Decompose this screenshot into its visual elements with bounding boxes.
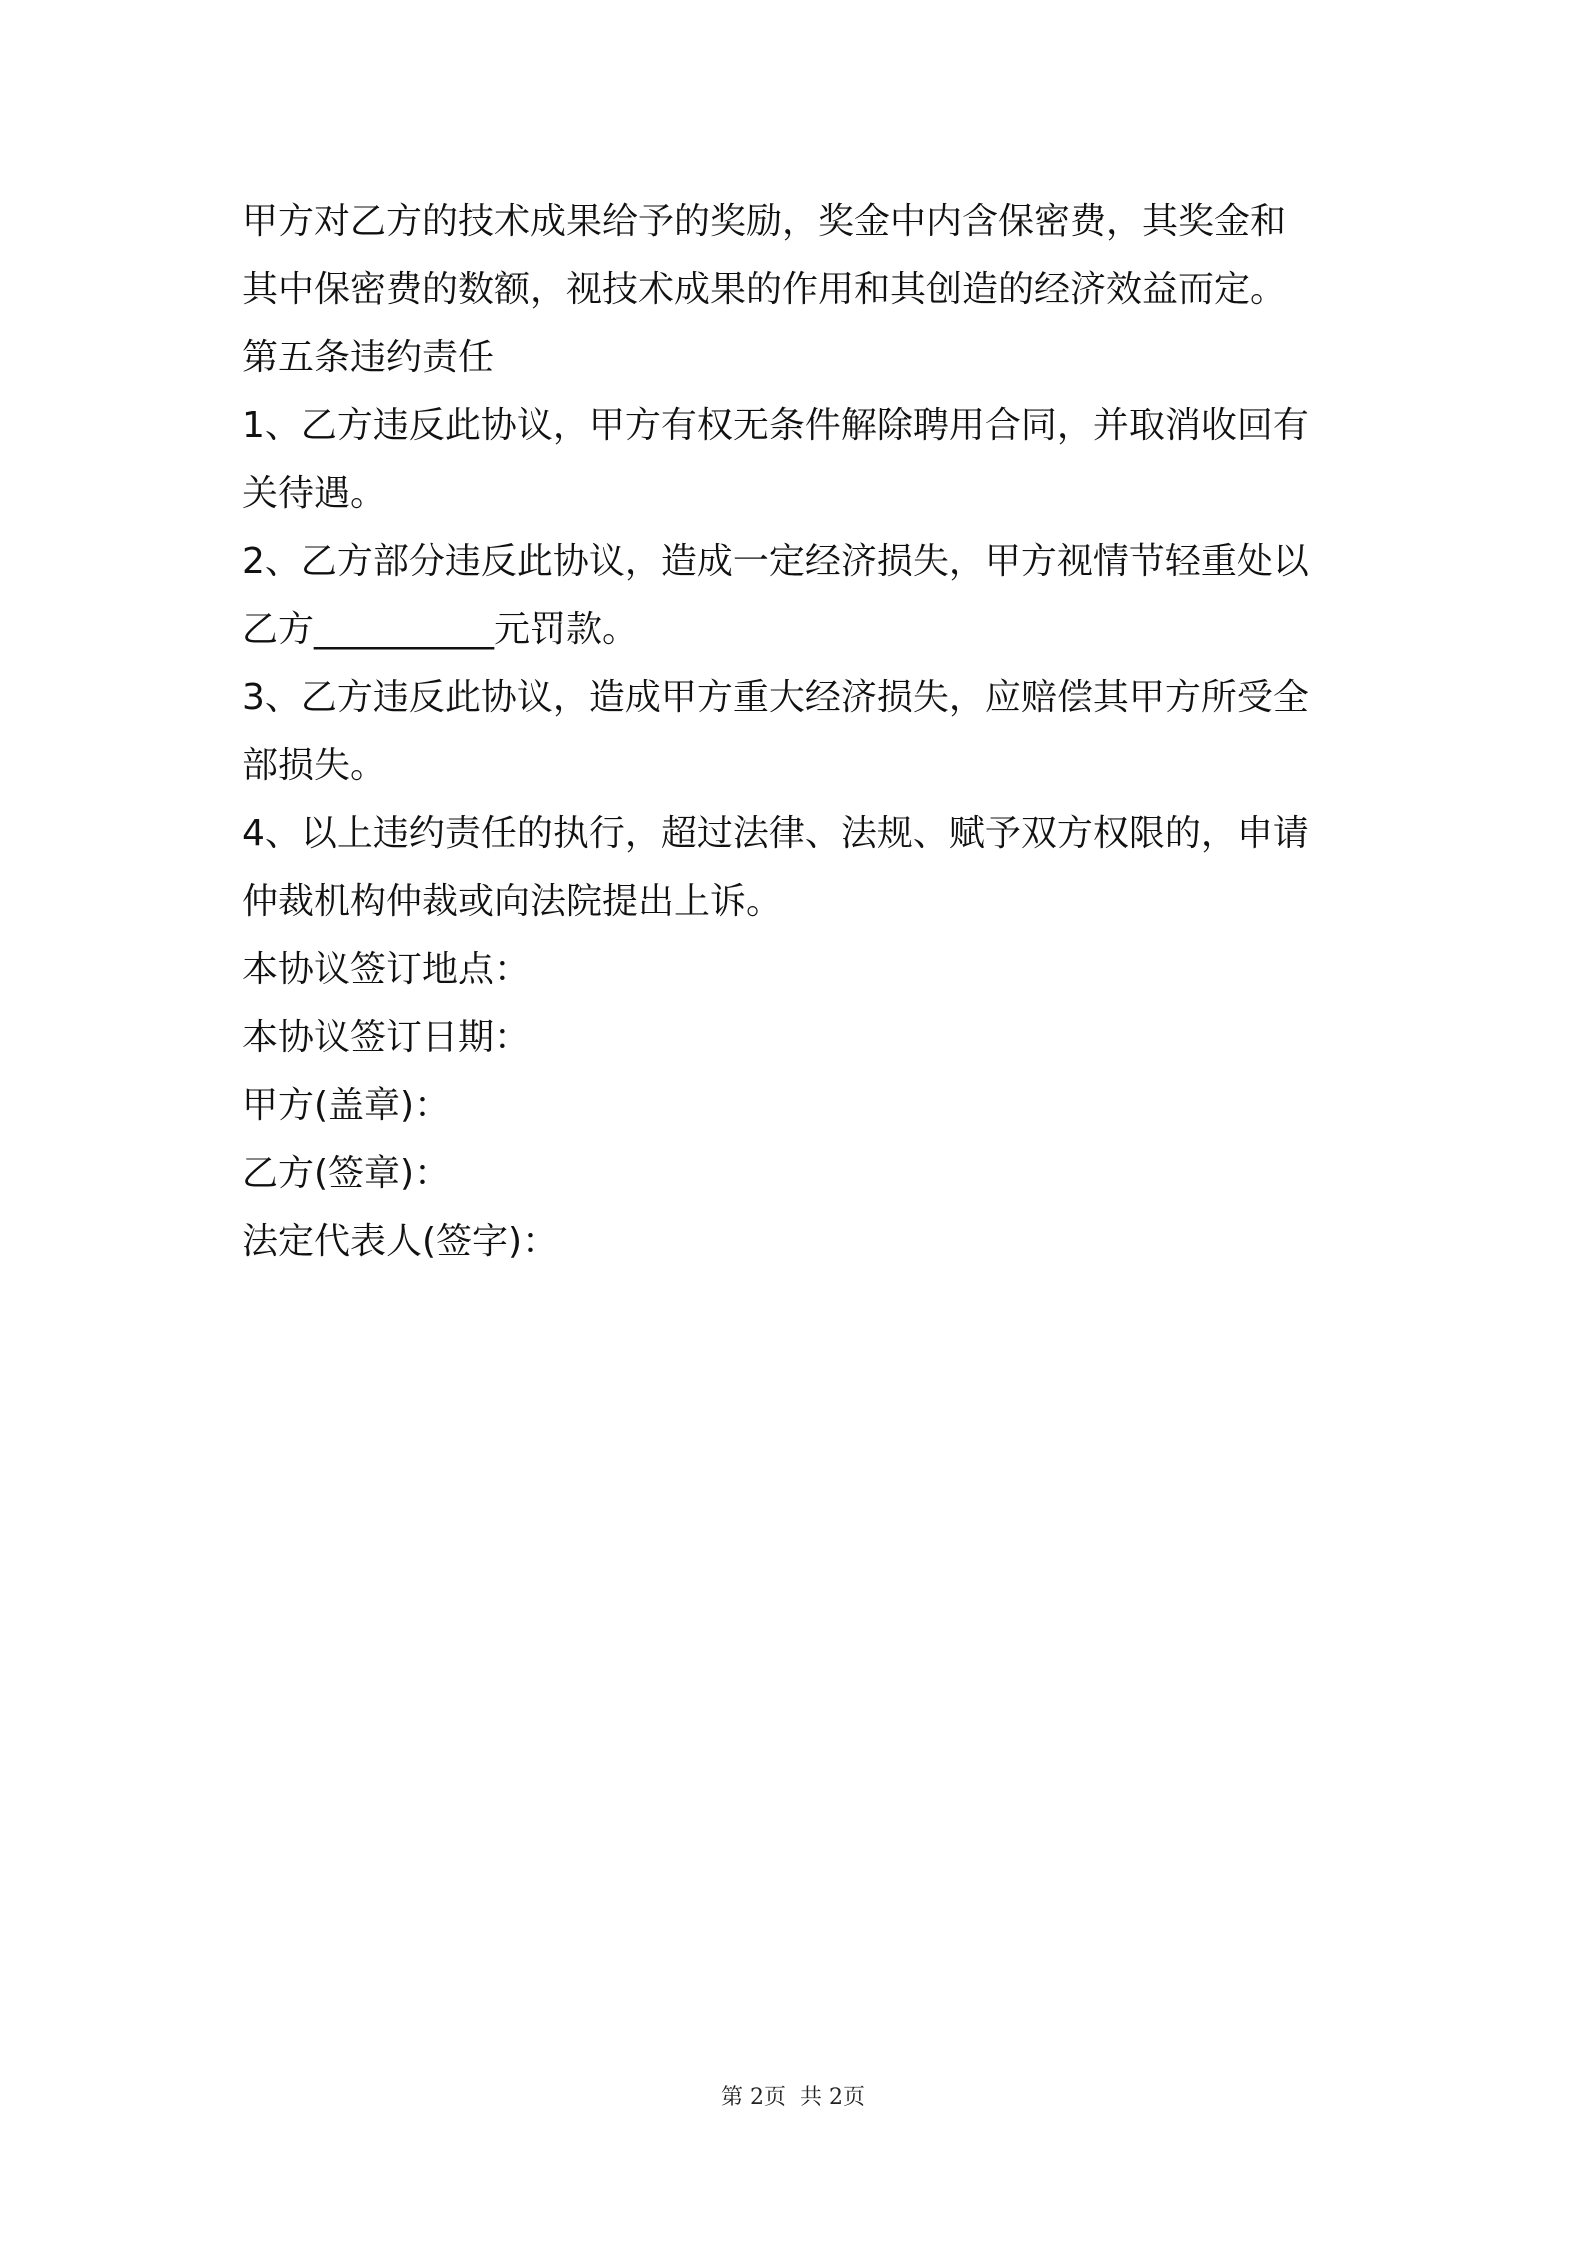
section-heading: 第五条违约责任: [242, 337, 495, 378]
page-number-footer: 第 2页 共 2页: [721, 2085, 865, 2110]
signing-location: 本协议签订地点：: [242, 949, 531, 990]
clause-3-line: 部损失。: [242, 745, 387, 786]
paragraph-line: 其中保密费的数额，视技术成果的作用和其创造的经济效益而定。: [242, 269, 1287, 310]
clause-4-line: 仲裁机构仲裁或向法院提出上诉。: [242, 881, 783, 922]
clause-4-line: 4、以上违约责任的执行，超过法律、法规、赋予双方权限的，申请: [242, 813, 1309, 854]
clause-2-line: 乙方__________元罚款。: [242, 609, 639, 650]
legal-representative-signature: 法定代表人(签字)：: [242, 1221, 559, 1262]
clause-3-line: 3、乙方违反此协议，造成甲方重大经济损失，应赔偿其甲方所受全: [242, 677, 1309, 718]
clause-1-line: 关待遇。: [242, 473, 387, 514]
document-body: [242, 188, 1352, 1276]
clause-2-line: 2、乙方部分违反此协议，造成一定经济损失，甲方视情节轻重处以: [242, 541, 1309, 582]
party-a-seal: 甲方(盖章)：: [242, 1085, 451, 1126]
party-b-signature: 乙方(签章)：: [242, 1153, 451, 1194]
signing-date: 本协议签订日期：: [242, 1017, 531, 1058]
clause-1-line: 1、乙方违反此协议，甲方有权无条件解除聘用合同，并取消收回有: [242, 405, 1309, 446]
paragraph-line: 甲方对乙方的技术成果给予的奖励，奖金中内含保密费，其奖金和: [242, 201, 1287, 242]
